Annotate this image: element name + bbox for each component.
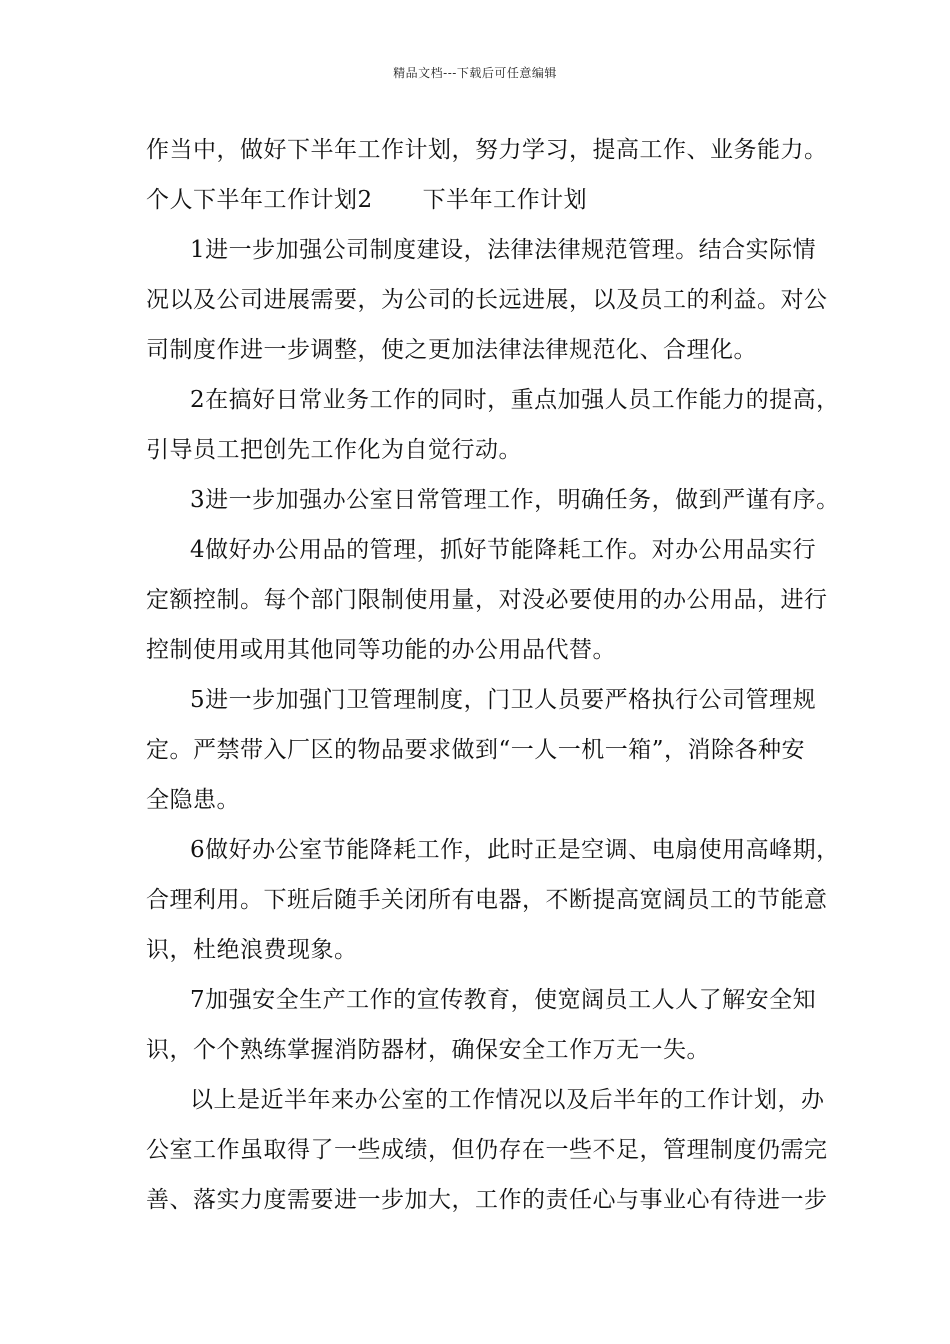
body-line: 1进一步加强公司制度建设，法律法律规范管理。结合实际情: [190, 237, 817, 263]
body-line: 6做好办公室节能降耗工作，此时正是空调、电扇使用高峰期，: [190, 837, 840, 863]
body-line: 公室工作虽取得了一些成绩，但仍存在一些不足，管理制度仍需完: [146, 1137, 828, 1163]
body-line: 司制度作进一步调整，使之更加法律法律规范化、合理化。: [146, 337, 757, 363]
body-line: 3进一步加强办公室日常管理工作，明确任务，做到严谨有序。: [190, 487, 840, 513]
body-line: 善、落实力度需要进一步加大，工作的责任心与事业心有待进一步: [146, 1187, 828, 1213]
page-header: 精品文档---下载后可任意编辑: [393, 66, 557, 80]
body-line: 合理利用。下班后随手关闭所有电器，不断提高宽阔员工的节能意: [146, 887, 828, 913]
body-line: 引导员工把创先工作化为自觉行动。: [146, 437, 522, 463]
body-line: 作当中，做好下半年工作计划，努力学习，提高工作、业务能力。: [146, 137, 828, 163]
heading-title: 个人下半年工作计划2: [146, 187, 373, 213]
section-heading: [146, 185, 587, 215]
body-line: 2在搞好日常业务工作的同时，重点加强人员工作能力的提高，: [190, 387, 840, 413]
body-line: 5进一步加强门卫管理制度，门卫人员要严格执行公司管理规: [190, 687, 817, 713]
body-line: 以上是近半年来办公室的工作情况以及后半年的工作计划，办: [190, 1087, 825, 1113]
body-line: 定。严禁带入厂区的物品要求做到“一人一机一箱”，消除各种安: [146, 737, 806, 763]
body-line: 识，个个熟练掌握消防器材，确保安全工作万无一失。: [146, 1037, 710, 1063]
body-line: 全隐患。: [146, 787, 240, 813]
body-line: 识，杜绝浪费现象。: [146, 937, 358, 963]
heading-subtitle: 下半年工作计划: [422, 187, 588, 213]
body-line: 控制使用或用其他同等功能的办公用品代替。: [146, 637, 616, 663]
body-line: 况以及公司进展需要，为公司的长远进展，以及员工的利益。对公: [146, 287, 828, 313]
body-line: 7加强安全生产工作的宣传教育，使宽阔员工人人了解安全知: [190, 987, 817, 1013]
body-line: 4做好办公用品的管理，抓好节能降耗工作。对办公用品实行: [190, 537, 817, 563]
body-line: 定额控制。每个部门限制使用量，对没必要使用的办公用品，进行: [146, 587, 828, 613]
